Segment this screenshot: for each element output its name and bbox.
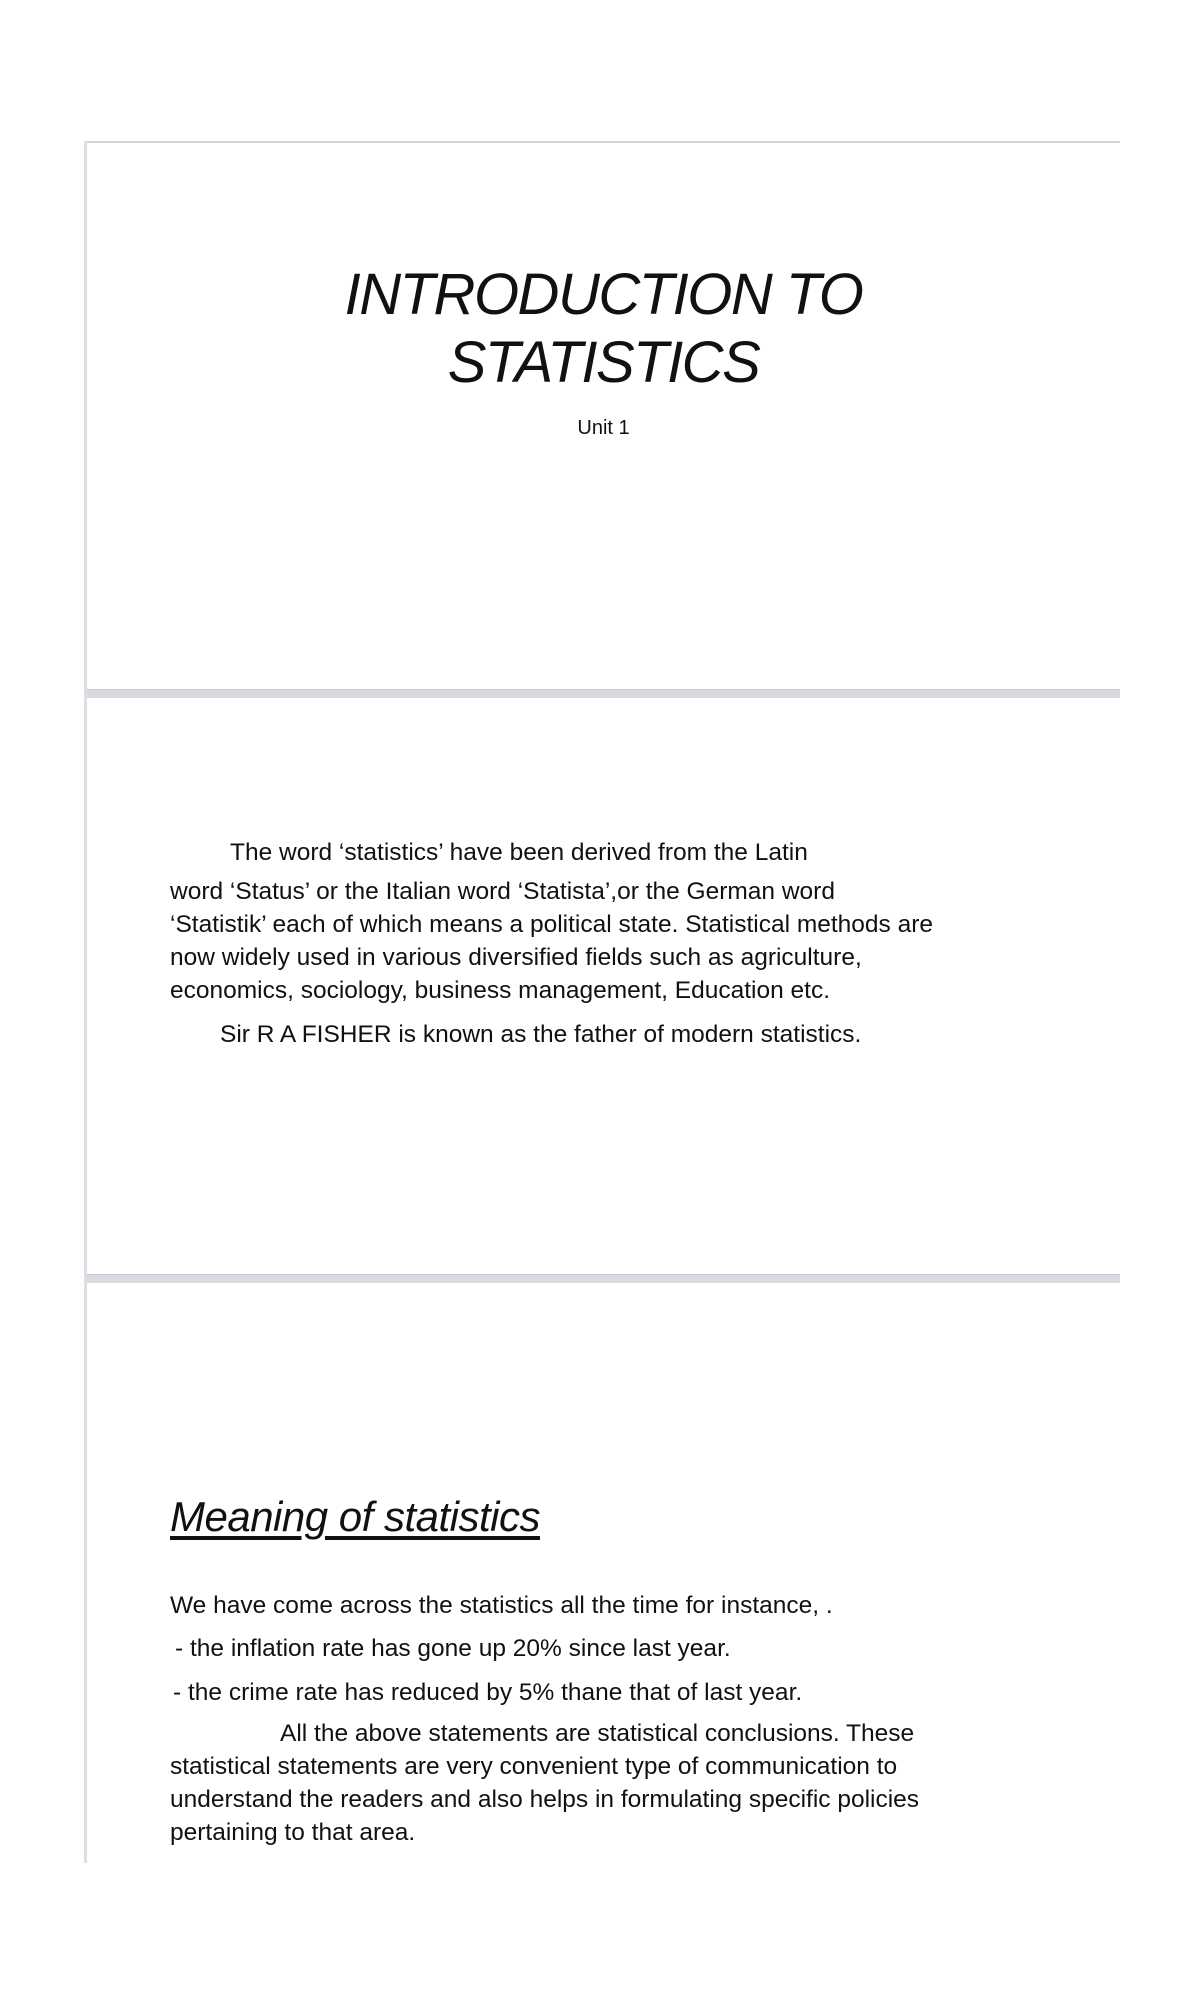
paragraph-line: All the above statements are statistical conclusions. These [280, 1720, 915, 1747]
slide-title [87, 143, 1120, 689]
slide-title-heading [87, 261, 1120, 397]
etymology-paragraph [170, 836, 1070, 1007]
section-heading: Meaning of statistics [170, 1493, 541, 1540]
conclusion-paragraph [170, 1717, 1070, 1849]
slide-meaning [87, 1283, 1120, 1863]
paragraph-line: economics, sociology, business management, Education etc. [170, 977, 831, 1004]
bullet-item: - the inflation rate has gone up 20% since last year. [175, 1635, 731, 1662]
paragraph-line: now widely used in various diversified fields such as agriculture, [170, 944, 862, 971]
title-line: STATISTICS [447, 330, 760, 395]
fisher-statement: Sir R A FISHER is known as the father of modern statistics. [220, 1021, 862, 1048]
paragraph-line: pertaining to that area. [170, 1819, 416, 1846]
document-page [84, 141, 1120, 1863]
title-line: INTRODUCTION TO [344, 262, 863, 327]
intro-sentence: We have come across the statistics all the time for instance, . [170, 1592, 833, 1619]
paragraph-line: understand the readers and also helps in formulating specific policies [170, 1786, 920, 1813]
slide-etymology [87, 698, 1120, 1274]
paragraph-line: ‘Statistik’ each of which means a political state. Statistical methods are [170, 911, 934, 938]
paragraph-line: word ‘Status’ or the Italian word ‘Statista’,or the German word [170, 878, 835, 905]
bullet-item: - the crime rate has reduced by 5% thane that of last year. [173, 1679, 803, 1706]
paragraph-line: statistical statements are very convenient type of communication to [170, 1753, 898, 1780]
slide-subtitle: Unit 1 [577, 417, 630, 439]
paragraph-line: The word ‘statistics’ have been derived from the Latin [230, 839, 808, 866]
